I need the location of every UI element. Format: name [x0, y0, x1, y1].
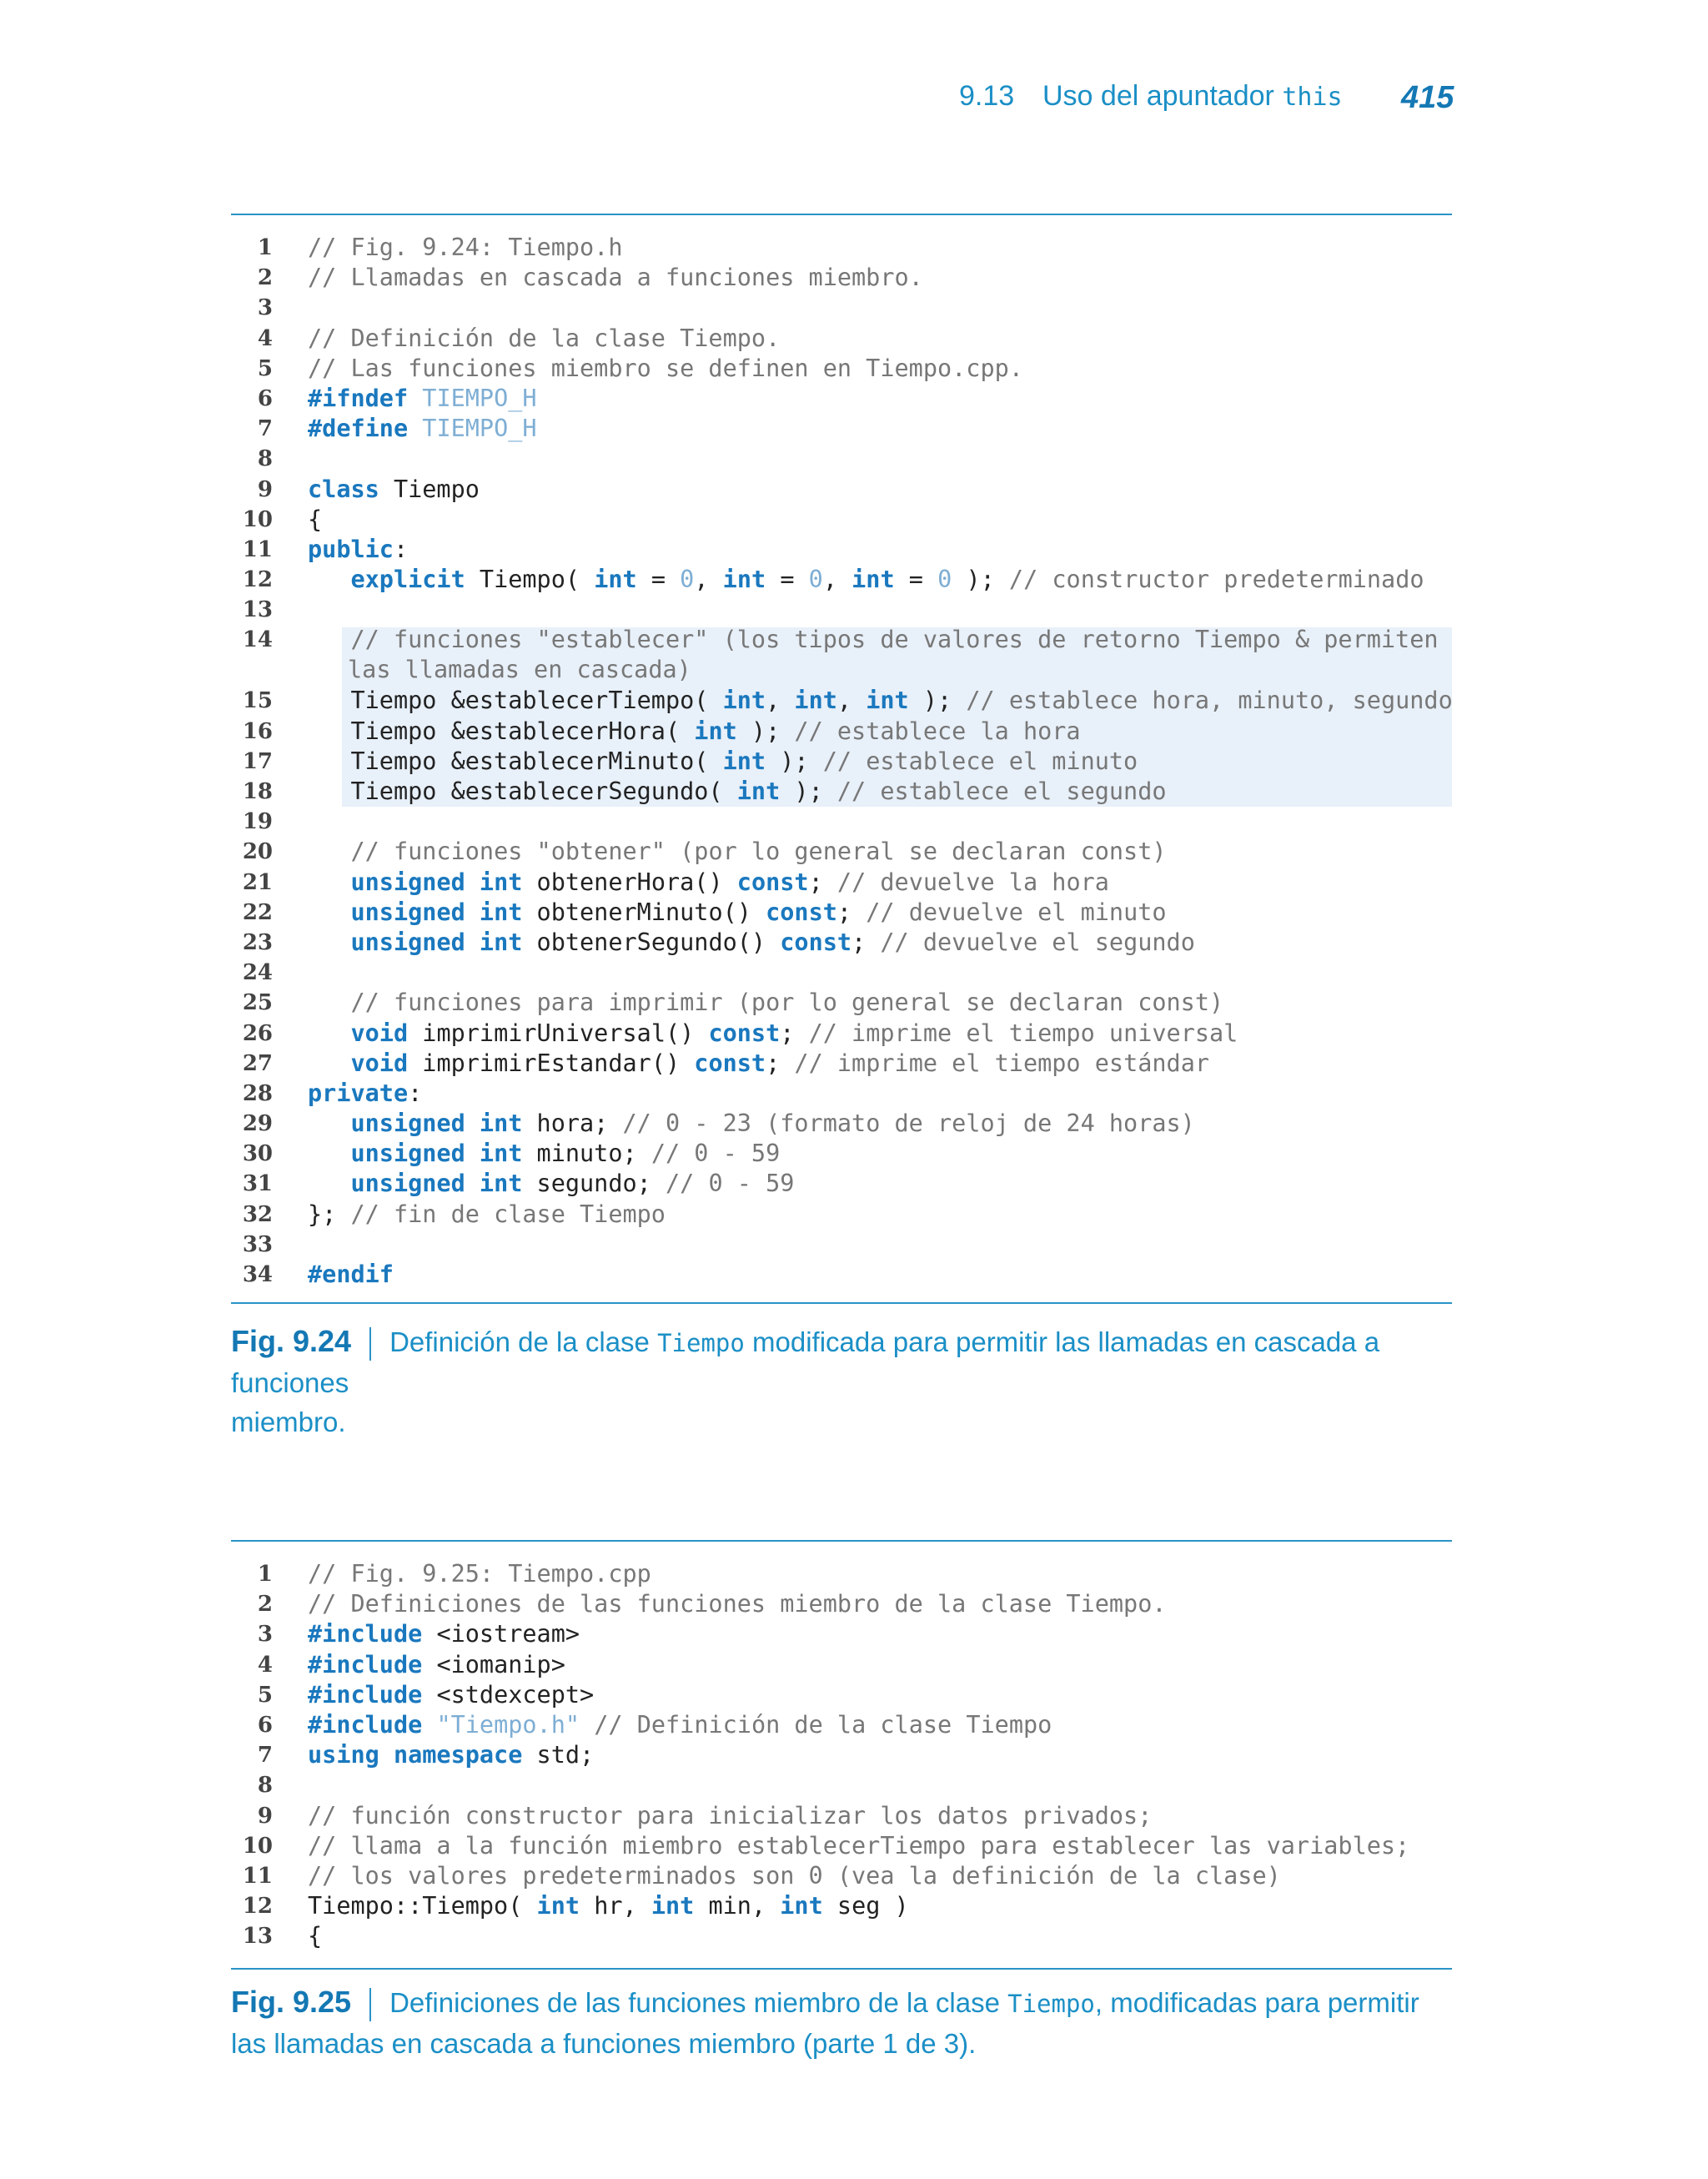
code-line [231, 1019, 1452, 1049]
code-line [231, 898, 1452, 928]
line-number: 13 [242, 1924, 273, 1950]
line-number: 9 [257, 1803, 273, 1829]
code-text: private: [308, 1079, 423, 1107]
code-text: { [308, 505, 323, 533]
line-number: 20 [242, 839, 273, 865]
code-line [231, 1109, 1452, 1139]
code-line [231, 988, 1452, 1018]
line-number: 2 [257, 1592, 273, 1618]
code-text: // los valores predeterminados son 0 (vea la definición de la clase) [308, 1861, 1281, 1890]
code-text: unsigned int obtenerMinuto() const; // devuelve el minuto [350, 898, 1167, 926]
code-line [231, 1619, 1452, 1649]
code-text: Tiempo &establecerMinuto( int ); // establece el minuto [308, 747, 1138, 775]
code-line [231, 595, 1452, 625]
line-number: 8 [257, 1773, 273, 1799]
code-line [231, 565, 1452, 595]
code-line [231, 747, 1452, 777]
code-line [231, 1831, 1452, 1861]
caption-code: Tiempo [657, 1329, 745, 1357]
line-number: 1 [257, 1562, 273, 1587]
code-line [231, 1680, 1452, 1710]
code-text: void imprimirUniversal() const; // imprime el tiempo universal [350, 1019, 1238, 1047]
code-line [231, 324, 1452, 354]
caption-code: Tiempo [1007, 1990, 1095, 2018]
section-number: 9.13 [959, 80, 1015, 112]
section-title [1042, 80, 1343, 113]
line-number: 31 [242, 1171, 273, 1197]
line-number: 1 [257, 235, 273, 260]
code-line [231, 1921, 1452, 1951]
line-number: 11 [242, 536, 273, 562]
figure-number: Fig. 9.25 [231, 1985, 352, 2019]
listing1-bottom-rule [231, 1302, 1452, 1304]
code-line [231, 1230, 1452, 1260]
code-text: #include <stdexcept> [308, 1680, 595, 1708]
line-number: 5 [257, 1682, 273, 1708]
line-number: 2 [257, 265, 273, 291]
line-number: 15 [242, 688, 273, 714]
code-line [231, 1770, 1452, 1800]
caption-divider [369, 1327, 371, 1361]
caption-text-cont: , modificadas para permitir [1094, 1987, 1419, 2018]
section-title-text: Uso del apuntador [1042, 80, 1274, 112]
code-line [231, 625, 1452, 686]
code-listing-fig-9-24 [231, 233, 1452, 1290]
code-line [231, 535, 1452, 565]
code-text: explicit Tiempo( int = 0, int = 0, int = 0 ); // constructor predeterminado [350, 566, 1424, 594]
listing2-bottom-rule [231, 1968, 1452, 1970]
code-line [231, 1260, 1452, 1290]
code-line [231, 233, 1452, 263]
line-number: 10 [242, 506, 273, 532]
code-line [231, 475, 1452, 505]
line-number: 24 [242, 960, 273, 986]
line-number: 19 [242, 809, 273, 835]
code-text: { [308, 1922, 323, 1950]
line-number: 12 [242, 567, 273, 593]
line-number: 33 [242, 1231, 273, 1257]
code-line [231, 1891, 1452, 1921]
code-line [231, 1049, 1452, 1079]
code-line [231, 1079, 1452, 1109]
code-text: #include "Tiempo.h" // Definición de la clase Tiempo [308, 1710, 1052, 1739]
code-line [231, 807, 1452, 837]
code-text: // Fig. 9.25: Tiempo.cpp [308, 1560, 651, 1588]
line-number: 10 [242, 1833, 273, 1859]
code-line [231, 293, 1452, 323]
code-line [231, 1200, 1452, 1230]
code-line [231, 1650, 1452, 1680]
code-text: // llama a la función miembro establecerTiempo para establecer las variables; [308, 1831, 1410, 1859]
line-number: 3 [257, 1622, 273, 1648]
code-line [231, 868, 1452, 898]
line-number: 17 [242, 748, 273, 774]
code-line [231, 958, 1452, 988]
code-text: using namespace std; [308, 1741, 595, 1769]
line-number: 3 [257, 295, 273, 321]
code-line [231, 384, 1452, 414]
line-number: 7 [257, 416, 273, 442]
line-number: 30 [242, 1141, 273, 1167]
line-number: 14 [242, 627, 273, 653]
code-text: Tiempo &establecerSegundo( int ); // establece el segundo [308, 777, 1167, 805]
code-text: // funciones "establecer" (los tipos de valores de retorno Tiempo & permiten [350, 626, 1439, 654]
code-text: // Fig. 9.24: Tiempo.h [308, 234, 623, 261]
code-line [231, 354, 1452, 384]
code-text: // Las funciones miembro se definen en Tiempo.cpp. [308, 354, 1023, 382]
figure-number: Fig. 9.24 [231, 1324, 352, 1358]
code-text: // Llamadas en cascada a funciones miembro. [308, 264, 923, 292]
line-number: 28 [242, 1080, 273, 1106]
code-line [231, 777, 1452, 807]
section-title-code: this [1282, 83, 1343, 112]
code-text: // Definiciones de las funciones miembro de la clase Tiempo. [308, 1590, 1167, 1618]
line-number: 11 [242, 1863, 273, 1889]
line-number: 13 [242, 597, 273, 623]
code-text: #ifndef TIEMPO_H [308, 384, 537, 412]
line-number: 22 [242, 899, 273, 925]
code-text: class Tiempo [308, 475, 480, 503]
line-number: 25 [242, 990, 273, 1016]
code-listing-fig-9-25 [231, 1559, 1452, 1951]
line-number: 4 [257, 1652, 273, 1678]
line-number: 32 [242, 1201, 273, 1227]
line-number: 34 [242, 1262, 273, 1287]
code-line [231, 717, 1452, 747]
code-text: // función constructor para inicializar los datos privados; [308, 1801, 1153, 1829]
code-text: Tiempo &establecerTiempo( int, int, int ); // establece hora, minuto, segundo [308, 687, 1453, 715]
caption-text-line2: las llamadas en cascada a funciones miembro (parte 1 de 3). [231, 2028, 977, 2059]
line-number: 12 [242, 1894, 273, 1920]
page-number: 415 [1401, 80, 1454, 115]
code-text: unsigned int hora; // 0 - 23 (formato de reloj de 24 horas) [350, 1110, 1195, 1138]
code-line [231, 444, 1452, 474]
line-number: 18 [242, 779, 273, 804]
code-text: unsigned int obtenerSegundo() const; // devuelve el segundo [350, 928, 1195, 956]
line-number: 6 [257, 385, 273, 411]
caption-text-cont: modificada para permitir las llamadas en cascada a funciones [231, 1326, 1380, 1398]
code-line [231, 1740, 1452, 1770]
line-number: 26 [242, 1020, 273, 1046]
code-line [231, 686, 1452, 716]
line-number: 4 [257, 325, 273, 351]
code-line [231, 1589, 1452, 1619]
code-text: #include <iomanip> [308, 1650, 565, 1678]
line-number: 29 [242, 1111, 273, 1137]
code-text: void imprimirEstandar() const; // imprime el tiempo estándar [350, 1049, 1210, 1077]
code-text: Tiempo &establecerHora( int ); // establece la hora [308, 717, 1081, 745]
figure-caption-9-24 [231, 1321, 1482, 1442]
caption-divider [369, 1988, 371, 2021]
code-line [231, 928, 1452, 958]
line-number: 7 [257, 1743, 273, 1769]
line-number: 5 [257, 355, 273, 381]
listing2-top-rule [231, 1540, 1452, 1542]
figure-caption-9-25 [231, 1982, 1482, 2063]
caption-text-line2: miembro. [231, 1407, 346, 1437]
code-text: unsigned int minuto; // 0 - 59 [350, 1140, 781, 1168]
code-text: // Definición de la clase Tiempo. [308, 324, 781, 352]
code-text: #include <iostream> [308, 1620, 580, 1648]
line-number: 8 [257, 446, 273, 472]
code-line [231, 1139, 1452, 1169]
code-line [231, 1861, 1452, 1891]
code-line [231, 263, 1452, 293]
code-text: #define TIEMPO_H [308, 415, 537, 443]
line-number: 6 [257, 1712, 273, 1738]
code-text: // funciones para imprimir (por lo general se declaran const) [350, 989, 1224, 1017]
listing1-top-rule [231, 214, 1452, 215]
caption-text: Definición de la clase [389, 1326, 658, 1357]
code-text: #endif [308, 1261, 394, 1288]
caption-text: Definiciones de las funciones miembro de la clase [389, 1987, 1008, 2018]
code-line [231, 1710, 1452, 1740]
code-line [231, 837, 1452, 867]
line-number: 9 [257, 476, 273, 502]
code-line [231, 1559, 1452, 1589]
code-text: Tiempo::Tiempo( int hr, int min, int seg ) [308, 1892, 909, 1920]
line-number: 21 [242, 869, 273, 895]
code-line [231, 1801, 1452, 1831]
line-number: 23 [242, 929, 273, 955]
code-text: // funciones "obtener" (por lo general se declaran const) [350, 838, 1167, 866]
code-text: public: [308, 535, 409, 563]
code-line [231, 1169, 1452, 1199]
code-line [231, 414, 1452, 444]
code-text: unsigned int segundo; // 0 - 59 [350, 1170, 795, 1198]
code-text: unsigned int obtenerHora() const; // devuelve la hora [350, 868, 1109, 896]
line-number: 16 [242, 718, 273, 744]
code-line [231, 505, 1452, 535]
code-text-continuation: las llamadas en cascada) [348, 656, 691, 684]
running-header [951, 80, 1454, 122]
line-number: 27 [242, 1050, 273, 1076]
code-text: }; // fin de clase Tiempo [308, 1200, 666, 1228]
